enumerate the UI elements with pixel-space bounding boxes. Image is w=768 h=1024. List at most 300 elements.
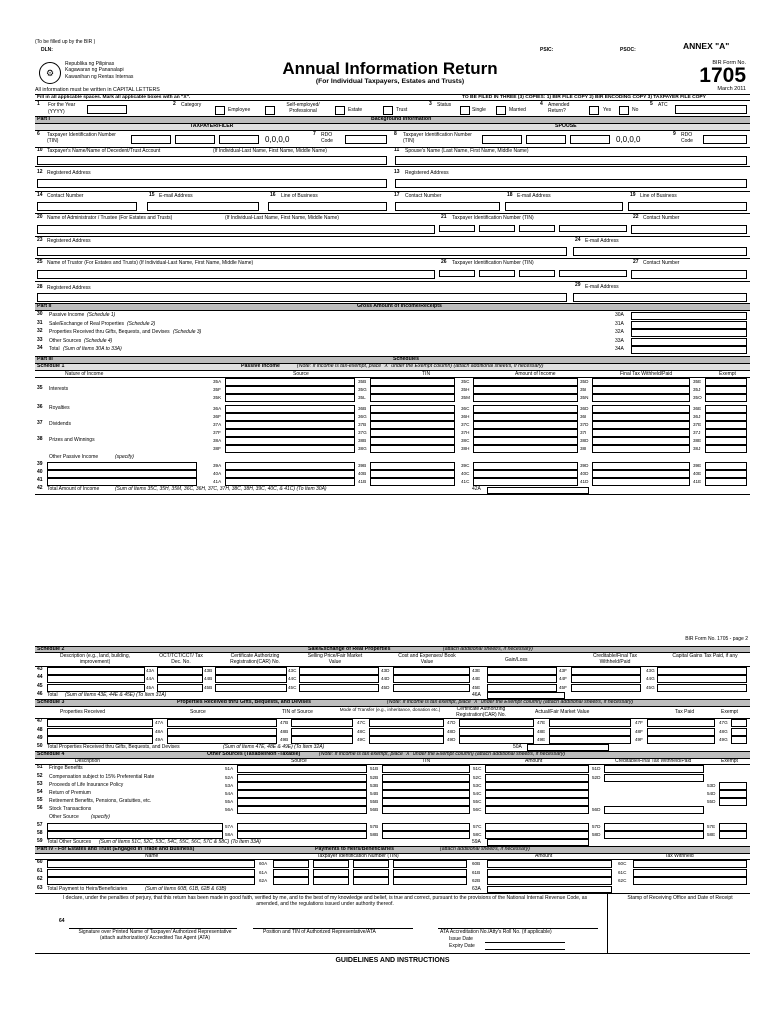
item-code: 52D bbox=[592, 774, 601, 780]
employee-checkbox[interactable] bbox=[215, 106, 225, 115]
schedule1-row bbox=[35, 394, 750, 402]
item-code: 51B bbox=[370, 766, 379, 772]
item-number: 60 bbox=[37, 859, 43, 866]
schedule1-input[interactable] bbox=[592, 421, 690, 429]
administrator-label: Name of Administrator / Trustee (For Estates and Trusts) bbox=[47, 215, 173, 221]
heir-tin-2[interactable] bbox=[313, 860, 349, 868]
schedule3-input[interactable] bbox=[549, 728, 631, 736]
schedule2-input[interactable] bbox=[157, 667, 203, 675]
trustor-email-label: E-mail Address bbox=[585, 284, 619, 290]
income-amount-input[interactable] bbox=[631, 338, 747, 346]
declaration-block bbox=[35, 894, 750, 954]
heir-tin-2[interactable] bbox=[313, 869, 349, 877]
schedule3-input[interactable] bbox=[549, 719, 631, 727]
registered-address-input[interactable] bbox=[37, 179, 387, 188]
schedule2-input[interactable] bbox=[215, 667, 287, 675]
administrator-contact-input[interactable] bbox=[631, 225, 747, 234]
schedule4-body bbox=[35, 765, 750, 839]
part4-note: (attach additional sheet/s, if necessary) bbox=[440, 846, 530, 853]
schedule1-input[interactable] bbox=[370, 386, 455, 394]
schedule1-input[interactable] bbox=[473, 378, 578, 386]
expiry-date-line[interactable] bbox=[485, 949, 565, 950]
schedule1-input[interactable] bbox=[592, 405, 690, 413]
spouse-email-input[interactable] bbox=[505, 202, 623, 211]
col-amount: Amount of Income bbox=[515, 370, 556, 377]
item-code: 35E bbox=[693, 378, 702, 384]
exempt-checkbox[interactable] bbox=[705, 394, 747, 402]
income-amount-input[interactable] bbox=[631, 329, 747, 337]
schedule1-input[interactable] bbox=[225, 386, 355, 394]
contact-input[interactable] bbox=[37, 202, 137, 211]
spouse-address-input[interactable] bbox=[395, 179, 747, 188]
year-input[interactable] bbox=[87, 105, 127, 114]
administrator-email-input[interactable] bbox=[573, 247, 747, 256]
schedule3-input[interactable] bbox=[647, 728, 715, 736]
trustor-tin-1[interactable] bbox=[439, 270, 475, 277]
single-checkbox[interactable] bbox=[460, 106, 470, 115]
schedule1-input[interactable] bbox=[592, 429, 690, 437]
item-number: 44 bbox=[37, 674, 43, 681]
amended-no-checkbox[interactable] bbox=[619, 106, 629, 115]
heir-tax-withheld-input[interactable] bbox=[633, 877, 747, 885]
schedule1-input[interactable] bbox=[592, 478, 690, 486]
schedule4-input[interactable] bbox=[485, 823, 589, 831]
row-items-14-19 bbox=[35, 192, 750, 214]
schedule2-input[interactable] bbox=[571, 675, 641, 683]
schedule4-input[interactable] bbox=[382, 774, 470, 782]
schedule1-input[interactable] bbox=[370, 445, 455, 453]
item-code: 49C bbox=[357, 736, 366, 742]
properties-input[interactable] bbox=[47, 736, 153, 744]
schedule3-input[interactable] bbox=[369, 719, 444, 727]
item-code: 37E bbox=[693, 421, 702, 427]
item-code: 47A bbox=[155, 720, 164, 726]
schedule4-input[interactable] bbox=[382, 806, 470, 814]
schedule4-input[interactable] bbox=[604, 806, 704, 814]
income-amount-input[interactable] bbox=[631, 312, 747, 320]
schedule1-input[interactable] bbox=[592, 386, 690, 394]
schedule3-input[interactable] bbox=[369, 736, 444, 744]
item-number: 33 bbox=[37, 336, 43, 343]
schedule4-input[interactable] bbox=[237, 823, 367, 831]
schedule3-input[interactable] bbox=[167, 719, 277, 727]
schedule4-input[interactable] bbox=[604, 831, 704, 839]
item-number: 36 bbox=[37, 403, 43, 410]
description-input[interactable] bbox=[47, 675, 145, 683]
schedule1-input[interactable] bbox=[225, 478, 355, 486]
schedule4-title: Other Sources (Taxable/Non -Taxable) bbox=[207, 751, 301, 758]
exempt-checkbox[interactable] bbox=[705, 429, 747, 437]
trustor-input[interactable] bbox=[37, 270, 435, 279]
tin-input-1[interactable] bbox=[131, 135, 171, 144]
schedule1-input[interactable] bbox=[370, 413, 455, 421]
exempt-checkbox[interactable] bbox=[705, 421, 747, 429]
item-code: 62C bbox=[618, 878, 627, 884]
exempt-checkbox[interactable] bbox=[705, 378, 747, 386]
schedule2-input[interactable] bbox=[393, 667, 470, 675]
schedule4-input[interactable] bbox=[485, 790, 589, 798]
trustor-tin-3[interactable] bbox=[519, 270, 555, 277]
schedule2-input[interactable] bbox=[657, 667, 747, 675]
schedule1-row bbox=[35, 437, 750, 445]
item-code: 37D bbox=[580, 421, 589, 427]
properties-input[interactable] bbox=[47, 719, 153, 727]
schedule2-input[interactable] bbox=[393, 675, 470, 683]
spouse-rdo-input[interactable] bbox=[703, 135, 747, 144]
schedule1-input[interactable] bbox=[473, 394, 578, 402]
schedule1-input[interactable] bbox=[225, 378, 355, 386]
exempt-checkbox[interactable] bbox=[719, 782, 747, 790]
administrator-tin-2[interactable] bbox=[479, 225, 515, 232]
exempt-checkbox[interactable] bbox=[731, 736, 747, 744]
schedule1-input[interactable] bbox=[473, 445, 578, 453]
schedule2-input[interactable] bbox=[657, 684, 747, 692]
item-code: 61A bbox=[259, 869, 268, 875]
heir-tin-3[interactable] bbox=[353, 860, 389, 868]
schedule1-input[interactable] bbox=[225, 470, 355, 478]
schedule3-input[interactable] bbox=[369, 728, 444, 736]
schedule1-input[interactable] bbox=[370, 378, 455, 386]
item-number: 37 bbox=[37, 419, 43, 426]
schedule1-input[interactable] bbox=[225, 394, 355, 402]
schedule4-input[interactable] bbox=[485, 806, 589, 814]
schedule2-input[interactable] bbox=[571, 667, 641, 675]
heir-tin-4[interactable] bbox=[393, 877, 467, 885]
schedule2-input[interactable] bbox=[157, 675, 203, 683]
exempt-checkbox[interactable] bbox=[719, 790, 747, 798]
exempt-checkbox[interactable] bbox=[731, 719, 747, 727]
col-tin: TIN bbox=[422, 758, 431, 765]
other-income-input[interactable] bbox=[47, 470, 197, 478]
schedule1-input[interactable] bbox=[473, 429, 578, 437]
schedule4-input[interactable] bbox=[382, 831, 470, 839]
schedule1-input[interactable] bbox=[370, 421, 455, 429]
item-code: 40B bbox=[358, 471, 367, 477]
fill-note: Fill in all applicable spaces. Mark all applicable boxes with an "X". bbox=[37, 94, 191, 100]
schedule4-input[interactable] bbox=[604, 765, 704, 773]
schedule4-input[interactable] bbox=[382, 823, 470, 831]
item-code: 56D bbox=[592, 807, 601, 813]
heir-amount-input[interactable] bbox=[487, 860, 612, 868]
schedule1-input[interactable] bbox=[225, 462, 355, 470]
schedule1-input[interactable] bbox=[225, 413, 355, 421]
item-number: 5 bbox=[650, 101, 653, 107]
spouse-tin-input-3[interactable] bbox=[570, 135, 610, 144]
other-income-input[interactable] bbox=[47, 462, 197, 470]
heir-amount-input[interactable] bbox=[487, 877, 612, 885]
schedule1-input[interactable] bbox=[592, 470, 690, 478]
total50-input[interactable] bbox=[527, 744, 609, 751]
part4-row bbox=[35, 860, 750, 869]
exempt-checkbox[interactable] bbox=[705, 470, 747, 478]
other-source-input[interactable] bbox=[47, 823, 223, 831]
administrator-contact-label: Contact Number bbox=[643, 215, 680, 221]
exempt-checkbox[interactable] bbox=[705, 386, 747, 394]
schedule4-input[interactable] bbox=[485, 774, 589, 782]
heir-name-input[interactable] bbox=[47, 860, 255, 868]
schedule4-input[interactable] bbox=[382, 798, 470, 806]
trustor-email-input[interactable] bbox=[573, 293, 747, 302]
schedule2-input[interactable] bbox=[299, 675, 379, 683]
administrator-tin-1[interactable] bbox=[439, 225, 475, 232]
exempt-checkbox[interactable] bbox=[719, 823, 747, 831]
item-number: 21 bbox=[441, 214, 447, 220]
trustor-tin-2[interactable] bbox=[479, 270, 515, 277]
income-schedule: (Sum of Items 30A to 33A) bbox=[63, 346, 122, 353]
exempt-checkbox[interactable] bbox=[719, 798, 747, 806]
exempt-checkbox[interactable] bbox=[705, 413, 747, 421]
item-code: 37B bbox=[358, 421, 367, 427]
schedule1-input[interactable] bbox=[225, 421, 355, 429]
schedule3-input[interactable] bbox=[291, 736, 353, 744]
schedule4-input[interactable] bbox=[237, 831, 367, 839]
trustor-contact-input[interactable] bbox=[631, 270, 747, 279]
schedule2-columns bbox=[35, 653, 750, 667]
schedule3-input[interactable] bbox=[167, 728, 277, 736]
administrator-input[interactable] bbox=[37, 225, 435, 234]
schedule3-input[interactable] bbox=[647, 736, 715, 744]
schedule2-label: Schedule 2 bbox=[37, 645, 65, 652]
schedule2-input[interactable] bbox=[299, 667, 379, 675]
administrator-email-label: E-mail Address bbox=[585, 238, 619, 244]
schedule1-input[interactable] bbox=[225, 405, 355, 413]
schedule3-input[interactable] bbox=[549, 736, 631, 744]
schedule1-input[interactable] bbox=[473, 478, 578, 486]
item-number: 4 bbox=[540, 101, 543, 107]
self-employed-checkbox[interactable] bbox=[265, 106, 275, 115]
item-code: 36J bbox=[693, 413, 701, 419]
item-number: 55 bbox=[37, 797, 43, 804]
spouse-tin-input-1[interactable] bbox=[482, 135, 522, 144]
schedule2-input[interactable] bbox=[487, 667, 557, 675]
heir-tin-4[interactable] bbox=[393, 869, 467, 877]
schedule2-row bbox=[35, 684, 750, 692]
schedule4-input[interactable] bbox=[237, 782, 367, 790]
administrator-tin-3[interactable] bbox=[519, 225, 555, 232]
schedule1-input[interactable] bbox=[370, 462, 455, 470]
item-number: 20 bbox=[37, 214, 43, 220]
schedule1-input[interactable] bbox=[370, 405, 455, 413]
tin-input-3[interactable] bbox=[219, 135, 259, 144]
item-code: 61B bbox=[472, 869, 481, 875]
schedule4-input[interactable] bbox=[237, 798, 367, 806]
other-source-label: Stock Transactions bbox=[49, 806, 92, 813]
schedule4-input[interactable] bbox=[485, 782, 589, 790]
schedule1-input[interactable] bbox=[473, 386, 578, 394]
business-label: Line of Business bbox=[281, 193, 318, 199]
item-code: 54B bbox=[370, 790, 379, 796]
schedule1-input[interactable] bbox=[225, 445, 355, 453]
schedule2-input[interactable] bbox=[215, 684, 287, 692]
row-item-42 bbox=[35, 486, 750, 495]
schedule1-input[interactable] bbox=[370, 470, 455, 478]
spouse-name-input[interactable] bbox=[395, 156, 747, 165]
row-items-23-24 bbox=[35, 237, 750, 259]
trust-checkbox[interactable] bbox=[383, 106, 393, 115]
schedule4-input[interactable] bbox=[485, 831, 589, 839]
item-code: 45E bbox=[472, 684, 481, 690]
business-input[interactable] bbox=[268, 202, 387, 211]
schedule4-input[interactable] bbox=[485, 765, 589, 773]
total42-input[interactable] bbox=[487, 487, 589, 494]
item-number: 19 bbox=[630, 192, 636, 198]
taxpayer-name-input[interactable] bbox=[37, 156, 387, 165]
schedule2-input[interactable] bbox=[393, 684, 470, 692]
item-code: 54A bbox=[225, 790, 234, 796]
schedule3-input[interactable] bbox=[459, 719, 534, 727]
page2-label: BIR Form No. 1705 - page 2 bbox=[685, 636, 748, 642]
administrator-address-input[interactable] bbox=[37, 247, 567, 256]
income-amount-input[interactable] bbox=[631, 321, 747, 329]
spouse-tin-label: Taxpayer Identification Number (TIN) bbox=[403, 132, 472, 144]
schedule3-input[interactable] bbox=[647, 719, 715, 727]
heir-tin-1[interactable] bbox=[273, 869, 309, 877]
spouse-tin-input-2[interactable] bbox=[526, 135, 566, 144]
heir-tin-1[interactable] bbox=[273, 877, 309, 885]
schedule2-input[interactable] bbox=[157, 684, 203, 692]
item-code: 37A bbox=[213, 421, 222, 427]
trustor-address-input[interactable] bbox=[37, 293, 567, 302]
schedule1-input[interactable] bbox=[592, 462, 690, 470]
description-input[interactable] bbox=[47, 684, 145, 692]
heir-name-input[interactable] bbox=[47, 877, 255, 885]
item-number: 3 bbox=[429, 101, 432, 107]
issue-date-line[interactable] bbox=[485, 942, 565, 943]
schedule2-input[interactable] bbox=[657, 675, 747, 683]
schedule2-input[interactable] bbox=[299, 684, 379, 692]
item-code: 42A bbox=[472, 486, 481, 493]
self-employed-label: Self-employed/ Professional bbox=[286, 102, 320, 114]
heir-tax-withheld-input[interactable] bbox=[633, 869, 747, 877]
properties-input[interactable] bbox=[47, 728, 153, 736]
email-input[interactable] bbox=[147, 202, 259, 211]
item-code: 58E bbox=[707, 831, 716, 837]
item-number: 57 bbox=[37, 821, 43, 828]
atc-label: ATC bbox=[658, 102, 668, 108]
amended-yes-checkbox[interactable] bbox=[589, 106, 599, 115]
schedule1-input[interactable] bbox=[370, 429, 455, 437]
schedule1-input[interactable] bbox=[473, 421, 578, 429]
exempt-checkbox[interactable] bbox=[705, 478, 747, 486]
col-name: Name bbox=[145, 853, 159, 860]
schedule4-input[interactable] bbox=[485, 798, 589, 806]
schedule4-input[interactable] bbox=[237, 765, 367, 773]
schedule1-input[interactable] bbox=[370, 437, 455, 445]
schedule1-input[interactable] bbox=[473, 405, 578, 413]
exempt-checkbox[interactable] bbox=[705, 445, 747, 453]
item-code: 62A bbox=[259, 878, 268, 884]
heir-tin-2[interactable] bbox=[313, 877, 349, 885]
schedule1-input[interactable] bbox=[473, 462, 578, 470]
rdo-input[interactable] bbox=[345, 135, 387, 144]
administrator-tin-4[interactable] bbox=[559, 225, 627, 232]
registered-address-label: Registered Address bbox=[47, 170, 91, 176]
schedule4-row bbox=[35, 823, 750, 831]
item-number: 29 bbox=[575, 282, 581, 288]
schedule2-input[interactable] bbox=[487, 675, 557, 683]
schedule4-input[interactable] bbox=[237, 806, 367, 814]
schedule4-input[interactable] bbox=[604, 774, 704, 782]
schedule4-input[interactable] bbox=[237, 790, 367, 798]
schedule1-input[interactable] bbox=[592, 437, 690, 445]
schedule3-input[interactable] bbox=[459, 728, 534, 736]
heir-tax-withheld-input[interactable] bbox=[633, 860, 747, 868]
other-source-input[interactable] bbox=[47, 831, 223, 839]
description-input[interactable] bbox=[47, 667, 145, 675]
exempt-checkbox[interactable] bbox=[705, 405, 747, 413]
schedule1-input[interactable] bbox=[370, 394, 455, 402]
schedule2-input[interactable] bbox=[571, 684, 641, 692]
schedule4-input[interactable] bbox=[382, 765, 470, 773]
schedule1-input[interactable] bbox=[473, 413, 578, 421]
heir-tin-4[interactable] bbox=[393, 860, 467, 868]
income-amount-input[interactable] bbox=[631, 346, 747, 354]
heir-name-input[interactable] bbox=[47, 869, 255, 877]
spouse-contact-input[interactable] bbox=[395, 202, 500, 211]
item-number: 51 bbox=[37, 764, 43, 771]
schedule1-input[interactable] bbox=[225, 437, 355, 445]
schedule1-input[interactable] bbox=[592, 378, 690, 386]
schedule1-input[interactable] bbox=[473, 437, 578, 445]
item-number: 35 bbox=[37, 385, 43, 392]
schedule1-input[interactable] bbox=[592, 394, 690, 402]
schedule1-input[interactable] bbox=[592, 445, 690, 453]
item-code: 39E bbox=[693, 462, 702, 468]
schedule2-input[interactable] bbox=[215, 675, 287, 683]
exempt-checkbox[interactable] bbox=[705, 462, 747, 470]
trustor-tin-4[interactable] bbox=[559, 270, 627, 277]
schedule1-input[interactable] bbox=[370, 478, 455, 486]
schedule1-input[interactable] bbox=[592, 413, 690, 421]
schedule4-input[interactable] bbox=[604, 823, 704, 831]
married-checkbox[interactable] bbox=[496, 106, 506, 115]
schedule1-input[interactable] bbox=[473, 470, 578, 478]
total46-input[interactable] bbox=[487, 692, 565, 699]
item-code: 40E bbox=[693, 471, 702, 477]
atc-input[interactable] bbox=[675, 105, 747, 114]
exempt-checkbox[interactable] bbox=[705, 437, 747, 445]
heir-tin-3[interactable] bbox=[353, 877, 389, 885]
schedule1-input[interactable] bbox=[225, 429, 355, 437]
schedule2-input[interactable] bbox=[487, 684, 557, 692]
item-code: 38F bbox=[213, 446, 221, 452]
schedule3-input[interactable] bbox=[291, 728, 353, 736]
form-number: 1705 bbox=[699, 64, 746, 88]
item-code: 37H bbox=[461, 430, 470, 436]
total63-input[interactable] bbox=[487, 886, 612, 893]
spouse-business-input[interactable] bbox=[628, 202, 747, 211]
schedule3-input[interactable] bbox=[459, 736, 534, 744]
part2-row bbox=[35, 338, 750, 347]
schedule4-input[interactable] bbox=[382, 790, 470, 798]
other-income-input[interactable] bbox=[47, 478, 197, 486]
item-code: 49E bbox=[537, 736, 546, 742]
exempt-checkbox[interactable] bbox=[731, 728, 747, 736]
schedule3-input[interactable] bbox=[167, 736, 277, 744]
estate-checkbox[interactable] bbox=[335, 106, 345, 115]
tin-input-2[interactable] bbox=[175, 135, 215, 144]
heir-tin-3[interactable] bbox=[353, 869, 389, 877]
heir-tin-1[interactable] bbox=[273, 860, 309, 868]
schedule4-input[interactable] bbox=[237, 774, 367, 782]
part4-body bbox=[35, 860, 750, 886]
schedule4-input[interactable] bbox=[382, 782, 470, 790]
exempt-checkbox[interactable] bbox=[719, 831, 747, 839]
total59-input[interactable] bbox=[487, 839, 589, 846]
item-number: 49 bbox=[37, 734, 43, 741]
heir-amount-input[interactable] bbox=[487, 869, 612, 877]
schedule3-input[interactable] bbox=[291, 719, 353, 727]
